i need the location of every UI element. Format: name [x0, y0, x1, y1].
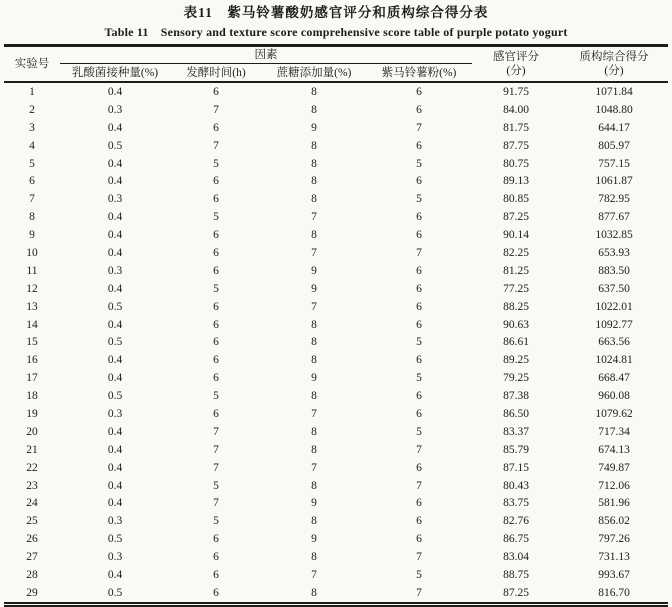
cell-sucrose-amount: 8: [311, 175, 317, 188]
cell-fermentation-time: 6: [213, 372, 219, 385]
cell-texture-score: 856.02: [598, 515, 630, 528]
cell-sensory-score: 87.25: [503, 586, 529, 599]
cell-texture-score: 782.95: [598, 193, 630, 206]
cell-sucrose-amount: 9: [311, 533, 317, 546]
cell-sensory-score: 86.61: [503, 336, 529, 349]
cell-sensory-score: 88.25: [503, 300, 529, 313]
cell-sucrose-amount: 8: [311, 390, 317, 403]
cell-fermentation-time: 5: [213, 479, 219, 492]
cell-experiment-no: 10: [26, 246, 38, 259]
header-sensory-score: [472, 46, 560, 83]
cell-inoculation-amount: 0.4: [107, 318, 123, 331]
cell-inoculation-amount: 0.5: [107, 300, 123, 313]
cell-experiment-no: 27: [26, 551, 38, 564]
cell-potato-powder: 7: [416, 443, 422, 456]
cell-experiment-no: 1: [29, 85, 35, 98]
cell-inoculation-amount: 0.4: [107, 497, 123, 510]
cell-potato-powder: 6: [416, 354, 422, 367]
table-row: [4, 244, 668, 262]
table-row: [4, 369, 668, 387]
cell-sucrose-amount: 8: [311, 318, 317, 331]
cell-texture-score: 993.67: [598, 568, 630, 581]
table-row: [4, 459, 668, 477]
cell-sucrose-amount: 9: [311, 497, 317, 510]
cell-potato-powder: 5: [416, 193, 422, 206]
cell-inoculation-amount: 0.5: [107, 533, 123, 546]
table-row: [4, 190, 668, 208]
cell-sucrose-amount: 9: [311, 282, 317, 295]
header-factors-group: 因素: [60, 46, 472, 64]
cell-inoculation-amount: 0.5: [107, 336, 123, 349]
table-row: [4, 262, 668, 280]
cell-inoculation-amount: 0.4: [107, 211, 123, 224]
cell-sensory-score: 86.50: [503, 407, 529, 420]
cell-sucrose-amount: 7: [311, 246, 317, 259]
cell-fermentation-time: 7: [213, 443, 219, 456]
header-texture-score-unit: (分): [604, 65, 624, 77]
cell-fermentation-time: 6: [213, 568, 219, 581]
cell-texture-score: 1071.84: [595, 85, 633, 98]
table-title-zh: 表11 紫马铃薯酸奶感官评分和质构综合得分表: [183, 5, 489, 20]
table-body: [4, 82, 668, 604]
cell-potato-powder: 6: [416, 407, 422, 420]
cell-fermentation-time: 5: [213, 157, 219, 170]
cell-sensory-score: 83.04: [503, 551, 529, 564]
cell-sensory-score: 82.76: [503, 515, 529, 528]
header-texture-score-line1: 质构综合得分: [579, 51, 649, 63]
cell-potato-powder: 7: [416, 586, 422, 599]
table-header: [4, 46, 668, 83]
cell-inoculation-amount: 0.4: [107, 425, 123, 438]
cell-experiment-no: 28: [26, 568, 38, 581]
cell-fermentation-time: 6: [213, 407, 219, 420]
cell-sensory-score: 80.43: [503, 479, 529, 492]
table-row: [4, 548, 668, 566]
cell-sucrose-amount: 8: [311, 139, 317, 152]
cell-sucrose-amount: 8: [311, 586, 317, 599]
cell-fermentation-time: 7: [213, 425, 219, 438]
cell-fermentation-time: 6: [213, 300, 219, 313]
cell-experiment-no: 25: [26, 515, 38, 528]
table-row: [4, 82, 668, 101]
cell-inoculation-amount: 0.4: [107, 121, 123, 134]
cell-sucrose-amount: 8: [311, 103, 317, 116]
cell-fermentation-time: 7: [213, 139, 219, 152]
cell-fermentation-time: 5: [213, 515, 219, 528]
cell-texture-score: 668.47: [598, 372, 630, 385]
cell-texture-score: 1032.85: [595, 229, 633, 242]
cell-inoculation-amount: 0.3: [107, 193, 123, 206]
cell-texture-score: 1092.77: [595, 318, 633, 331]
cell-potato-powder: 5: [416, 157, 422, 170]
cell-inoculation-amount: 0.5: [107, 390, 123, 403]
cell-sensory-score: 82.25: [503, 246, 529, 259]
header-inoculation-amount: 乳酸菌接种量(%): [71, 66, 159, 79]
cell-experiment-no: 16: [26, 354, 38, 367]
cell-texture-score: 816.70: [598, 586, 630, 599]
cell-texture-score: 883.50: [598, 264, 630, 277]
cell-potato-powder: 6: [416, 282, 422, 295]
cell-potato-powder: 6: [416, 139, 422, 152]
table-row: [4, 298, 668, 316]
cell-inoculation-amount: 0.3: [107, 103, 123, 116]
cell-texture-score: 960.08: [598, 390, 630, 403]
cell-fermentation-time: 7: [213, 461, 219, 474]
cell-experiment-no: 2: [29, 103, 35, 116]
cell-texture-score: 674.13: [598, 443, 630, 456]
cell-sensory-score: 81.75: [503, 121, 529, 134]
cell-potato-powder: 7: [416, 246, 422, 259]
cell-sucrose-amount: 8: [311, 354, 317, 367]
cell-fermentation-time: 5: [213, 282, 219, 295]
cell-experiment-no: 15: [26, 336, 38, 349]
cell-texture-score: 1061.87: [595, 175, 633, 188]
cell-fermentation-time: 6: [213, 336, 219, 349]
cell-texture-score: 717.34: [598, 425, 630, 438]
cell-potato-powder: 5: [416, 336, 422, 349]
cell-texture-score: 797.26: [598, 533, 630, 546]
cell-sucrose-amount: 8: [311, 157, 317, 170]
cell-experiment-no: 3: [29, 121, 35, 134]
cell-inoculation-amount: 0.4: [107, 85, 123, 98]
cell-inoculation-amount: 0.4: [107, 568, 123, 581]
cell-experiment-no: 11: [26, 264, 38, 277]
table-row: [4, 172, 668, 190]
cell-fermentation-time: 6: [213, 85, 219, 98]
cell-sucrose-amount: 7: [311, 211, 317, 224]
cell-sensory-score: 83.75: [503, 497, 529, 510]
cell-potato-powder: 7: [416, 121, 422, 134]
cell-sensory-score: 89.25: [503, 354, 529, 367]
cell-texture-score: 637.50: [598, 282, 630, 295]
table-row: [4, 316, 668, 334]
cell-sensory-score: 90.63: [503, 318, 529, 331]
cell-inoculation-amount: 0.4: [107, 461, 123, 474]
cell-fermentation-time: 6: [213, 354, 219, 367]
cell-texture-score: 653.93: [598, 246, 630, 259]
cell-texture-score: 1048.80: [595, 103, 633, 116]
cell-sensory-score: 84.00: [503, 103, 529, 116]
cell-texture-score: 1079.62: [595, 407, 633, 420]
cell-fermentation-time: 6: [213, 264, 219, 277]
table-row: [4, 333, 668, 351]
cell-texture-score: 1022.01: [595, 300, 633, 313]
cell-experiment-no: 7: [29, 193, 35, 206]
cell-potato-powder: 6: [416, 461, 422, 474]
cell-inoculation-amount: 0.4: [107, 229, 123, 242]
cell-inoculation-amount: 0.3: [107, 551, 123, 564]
header-potato-powder: 紫马铃薯粉(%): [381, 66, 457, 79]
cell-sucrose-amount: 8: [311, 85, 317, 98]
cell-experiment-no: 21: [26, 443, 38, 456]
cell-sucrose-amount: 8: [311, 193, 317, 206]
cell-potato-powder: 6: [416, 533, 422, 546]
cell-potato-powder: 6: [416, 497, 422, 510]
cell-texture-score: 877.67: [598, 211, 630, 224]
cell-sensory-score: 87.75: [503, 139, 529, 152]
cell-sucrose-amount: 9: [311, 121, 317, 134]
cell-sucrose-amount: 7: [311, 300, 317, 313]
cell-sucrose-amount: 8: [311, 336, 317, 349]
cell-texture-score: 1024.81: [595, 354, 633, 367]
cell-potato-powder: 6: [416, 300, 422, 313]
table-row: [4, 226, 668, 244]
cell-experiment-no: 12: [26, 282, 38, 295]
cell-experiment-no: 26: [26, 533, 38, 546]
table-row: [4, 119, 668, 137]
table-row: [4, 477, 668, 495]
header-fermentation-time: 发酵时间(h): [186, 66, 246, 79]
cell-experiment-no: 14: [26, 318, 38, 331]
cell-potato-powder: 6: [416, 318, 422, 331]
cell-sensory-score: 87.15: [503, 461, 529, 474]
cell-fermentation-time: 7: [213, 497, 219, 510]
cell-fermentation-time: 6: [213, 318, 219, 331]
cell-potato-powder: 6: [416, 390, 422, 403]
cell-sensory-score: 80.85: [503, 193, 529, 206]
cell-inoculation-amount: 0.4: [107, 479, 123, 492]
cell-sensory-score: 87.25: [503, 211, 529, 224]
table-row: [4, 441, 668, 459]
cell-potato-powder: 6: [416, 211, 422, 224]
header-texture-score: [560, 46, 668, 83]
cell-experiment-no: 20: [26, 425, 38, 438]
cell-potato-powder: 6: [416, 175, 422, 188]
cell-texture-score: 805.97: [598, 139, 630, 152]
table-row: [4, 155, 668, 173]
cell-fermentation-time: 7: [213, 103, 219, 116]
cell-sucrose-amount: 8: [311, 515, 317, 528]
cell-potato-powder: 6: [416, 103, 422, 116]
cell-experiment-no: 24: [26, 497, 38, 510]
cell-fermentation-time: 6: [213, 193, 219, 206]
cell-sensory-score: 80.75: [503, 157, 529, 170]
cell-texture-score: 757.15: [598, 157, 630, 170]
cell-sensory-score: 79.25: [503, 372, 529, 385]
table-row: [4, 566, 668, 584]
cell-sensory-score: 88.75: [503, 568, 529, 581]
cell-inoculation-amount: 0.4: [107, 246, 123, 259]
cell-sucrose-amount: 7: [311, 461, 317, 474]
cell-experiment-no: 8: [29, 211, 35, 224]
cell-experiment-no: 19: [26, 407, 38, 420]
cell-texture-score: 749.87: [598, 461, 630, 474]
cell-potato-powder: 7: [416, 479, 422, 492]
cell-sucrose-amount: 8: [311, 443, 317, 456]
cell-sensory-score: 89.13: [503, 175, 529, 188]
cell-potato-powder: 6: [416, 229, 422, 242]
cell-fermentation-time: 6: [213, 229, 219, 242]
cell-sensory-score: 91.75: [503, 85, 529, 98]
cell-potato-powder: 6: [416, 264, 422, 277]
cell-sensory-score: 90.14: [503, 229, 529, 242]
cell-sucrose-amount: 8: [311, 425, 317, 438]
cell-fermentation-time: 6: [213, 175, 219, 188]
cell-experiment-no: 9: [29, 229, 35, 242]
cell-inoculation-amount: 0.3: [107, 515, 123, 528]
cell-fermentation-time: 6: [213, 121, 219, 134]
cell-texture-score: 731.13: [598, 551, 630, 564]
table-row: [4, 280, 668, 298]
cell-sensory-score: 87.38: [503, 390, 529, 403]
table-row: [4, 494, 668, 512]
cell-texture-score: 712.06: [598, 479, 630, 492]
results-table: [4, 44, 668, 607]
cell-fermentation-time: 6: [213, 586, 219, 599]
cell-experiment-no: 6: [29, 175, 35, 188]
cell-inoculation-amount: 0.4: [107, 354, 123, 367]
cell-texture-score: 663.56: [598, 336, 630, 349]
cell-inoculation-amount: 0.4: [107, 372, 123, 385]
cell-inoculation-amount: 0.4: [107, 157, 123, 170]
cell-fermentation-time: 6: [213, 551, 219, 564]
table-row: [4, 351, 668, 369]
table-title-en: Table 11 Sensory and texture score comprehensive score table of purple potato yogurt: [104, 25, 568, 39]
cell-sensory-score: 81.25: [503, 264, 529, 277]
cell-sucrose-amount: 7: [311, 568, 317, 581]
cell-experiment-no: 17: [26, 372, 38, 385]
cell-potato-powder: 6: [416, 85, 422, 98]
cell-experiment-no: 5: [29, 157, 35, 170]
table-row: [4, 512, 668, 530]
cell-potato-powder: 5: [416, 425, 422, 438]
table-row: [4, 387, 668, 405]
cell-sensory-score: 85.79: [503, 443, 529, 456]
header-sensory-score-unit: (分): [506, 65, 526, 77]
cell-texture-score: 644.17: [598, 121, 630, 134]
cell-experiment-no: 29: [26, 586, 38, 599]
cell-inoculation-amount: 0.5: [107, 139, 123, 152]
table-row: [4, 101, 668, 119]
table-row: [4, 584, 668, 604]
header-sucrose-amount: 蔗糖添加量(%): [276, 66, 352, 79]
cell-experiment-no: 23: [26, 479, 38, 492]
cell-sensory-score: 86.75: [503, 533, 529, 546]
cell-sucrose-amount: 7: [311, 407, 317, 420]
cell-inoculation-amount: 0.5: [107, 586, 123, 599]
cell-sucrose-amount: 8: [311, 551, 317, 564]
header-sensory-score-line1: 感官评分: [493, 51, 539, 63]
cell-inoculation-amount: 0.4: [107, 282, 123, 295]
table-row: [4, 405, 668, 423]
cell-fermentation-time: 5: [213, 390, 219, 403]
cell-experiment-no: 4: [29, 139, 35, 152]
header-experiment-no: 实验号: [14, 58, 50, 70]
cell-fermentation-time: 6: [213, 246, 219, 259]
cell-sucrose-amount: 9: [311, 264, 317, 277]
cell-fermentation-time: 6: [213, 533, 219, 546]
cell-experiment-no: 18: [26, 390, 38, 403]
cell-sucrose-amount: 9: [311, 372, 317, 385]
cell-potato-powder: 7: [416, 551, 422, 564]
cell-sucrose-amount: 8: [311, 479, 317, 492]
cell-potato-powder: 6: [416, 515, 422, 528]
table-row: [4, 208, 668, 226]
cell-potato-powder: 5: [416, 568, 422, 581]
table-row: [4, 423, 668, 441]
cell-experiment-no: 22: [26, 461, 38, 474]
cell-inoculation-amount: 0.4: [107, 443, 123, 456]
cell-sucrose-amount: 8: [311, 229, 317, 242]
cell-experiment-no: 13: [26, 300, 38, 313]
cell-potato-powder: 5: [416, 372, 422, 385]
cell-inoculation-amount: 0.3: [107, 407, 123, 420]
table-row: [4, 137, 668, 155]
cell-sensory-score: 83.37: [503, 425, 529, 438]
cell-inoculation-amount: 0.4: [107, 175, 123, 188]
table-row: [4, 530, 668, 548]
cell-sensory-score: 77.25: [503, 282, 529, 295]
cell-inoculation-amount: 0.3: [107, 264, 123, 277]
cell-fermentation-time: 5: [213, 211, 219, 224]
cell-texture-score: 581.96: [598, 497, 630, 510]
